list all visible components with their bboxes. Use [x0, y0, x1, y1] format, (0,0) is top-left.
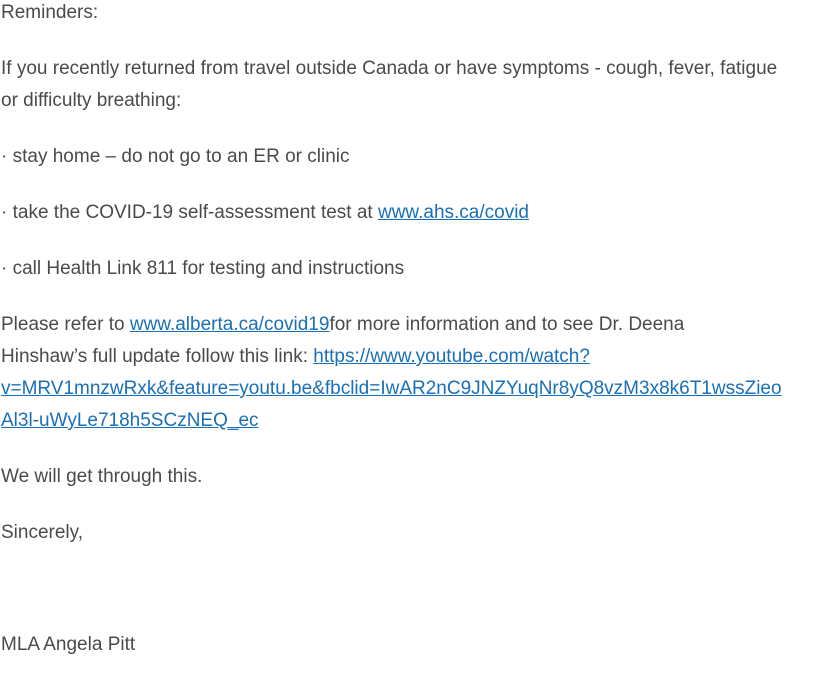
youtube-link-part-1[interactable]: https://www.youtube.com/watch? — [313, 346, 590, 367]
bullet-health-link: · call Health Link 811 for testing and instructions — [1, 258, 405, 279]
reminders-heading: Reminders: — [1, 2, 99, 23]
refer-line-2 — [1, 341, 831, 373]
refer-line-1 — [1, 309, 831, 341]
signoff: Sincerely, — [1, 522, 84, 543]
refer-middle-b: Hinshaw’s full update follow this link: — [1, 346, 314, 367]
alberta-covid19-link[interactable]: www.alberta.ca/covid19 — [129, 314, 330, 335]
bullet-stay-home: · stay home – do not go to an ER or clinic — [1, 146, 350, 167]
refer-paragraph — [1, 309, 831, 437]
signature: MLA Angela Pitt — [1, 634, 136, 655]
youtube-link-part-3[interactable]: Al3l-uWyLe718h5SCzNEQ_ec — [1, 410, 259, 431]
refer-prefix: Please refer to — [1, 314, 130, 335]
youtube-link-part-2[interactable]: v=MRV1mnzwRxk&feature=youtu.be&fbclid=IwAR2nC9JNZYuqNr8yQ8vzM3x8k6T1wssZieo — [1, 378, 782, 399]
refer-line-3 — [1, 373, 831, 405]
bullet-self-assessment-text: · take the COVID-19 self-assessment test at — [1, 202, 378, 223]
refer-middle-a: for more information and to see Dr. Deena — [329, 314, 685, 335]
closing-line: We will get through this. — [1, 466, 203, 487]
ahs-covid-link[interactable]: www.ahs.ca/covid — [377, 202, 529, 223]
refer-line-4 — [1, 405, 831, 437]
bullet-self-assessment — [1, 197, 831, 229]
intro-paragraph: If you recently returned from travel outside Canada or have symptoms - cough, fever, fatigue or difficulty breathing: — [1, 58, 778, 111]
